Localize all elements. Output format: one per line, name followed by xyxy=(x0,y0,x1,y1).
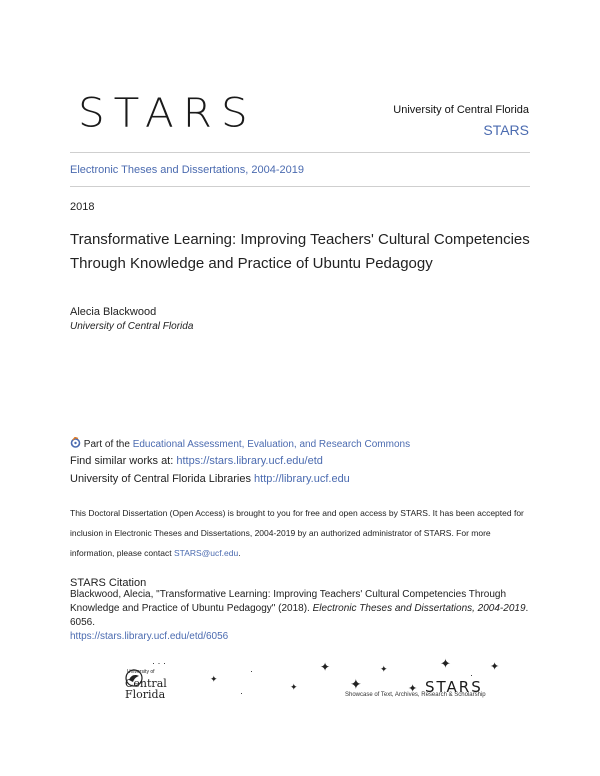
star-sparkles: · · · ✦ · ✦ ✦ ✦ ✦ ✦ ✦ · ✦ · xyxy=(152,656,500,698)
footer-stars-logo: STARS xyxy=(425,678,483,696)
author-affiliation: University of Central Florida xyxy=(70,321,194,332)
similar-works-line xyxy=(70,455,323,467)
stars-logo: STARS xyxy=(78,89,257,136)
collection-link[interactable]: Electronic Theses and Dissertations, 2004-2019 xyxy=(70,164,304,176)
similar-works-link[interactable]: https://stars.library.ucf.edu/etd xyxy=(176,455,323,467)
divider xyxy=(70,186,530,187)
libraries-prefix: University of Central Florida Libraries xyxy=(70,473,251,485)
ucf-line3: Florida xyxy=(125,688,166,701)
divider xyxy=(70,152,530,153)
footer-tagline: Showcase of Text, Archives, Research & Scholarship xyxy=(345,692,486,698)
stars-link[interactable]: STARS xyxy=(483,122,529,138)
access-notice xyxy=(70,503,530,563)
citation-number: . 6056. xyxy=(70,603,529,628)
libraries-line xyxy=(70,473,350,485)
similar-prefix: Find similar works at: xyxy=(70,455,174,467)
citation-text xyxy=(70,588,530,644)
access-notice-text: This Doctoral Dissertation (Open Access) is brought to you for free and open access by STARS. It has been accepted for inclusion in Electronic Theses and Dissertations, 2004-2019 by an authorized administrator of STARS. For more information, please contact xyxy=(70,508,524,558)
publication-year: 2018 xyxy=(70,201,95,213)
page-title: Transformative Learning: Improving Teachers' Cultural Competencies Through Knowledge and Practice of Ubuntu Pedagogy xyxy=(70,231,530,272)
contact-email-link[interactable]: STARS@ucf.edu xyxy=(173,548,239,558)
citation-url-link[interactable]: https://stars.library.ucf.edu/etd/6056 xyxy=(70,631,229,642)
citation-series: Electronic Theses and Dissertations, 2004-2019 xyxy=(312,603,526,614)
part-of-prefix: Part of the xyxy=(83,439,130,450)
commons-link[interactable]: Educational Assessment, Evaluation, and Research Commons xyxy=(132,439,411,450)
citation-heading: STARS Citation xyxy=(70,577,147,589)
open-access-icon xyxy=(70,437,81,448)
access-notice-end: . xyxy=(238,548,241,558)
citation-body: Blackwood, Alecia, "Transformative Learning: Improving Teachers' Cultural Competencies Through Knowledge and Practice of Ubuntu Pedagogy" (2018). xyxy=(70,589,507,614)
libraries-link[interactable]: http://library.ucf.edu xyxy=(254,473,350,485)
university-name: University of Central Florida xyxy=(393,104,529,116)
ucf-line1: University of xyxy=(127,669,155,675)
author-name: Alecia Blackwood xyxy=(70,306,157,318)
part-of-line xyxy=(70,437,410,450)
ucf-line2: Central xyxy=(125,677,167,690)
